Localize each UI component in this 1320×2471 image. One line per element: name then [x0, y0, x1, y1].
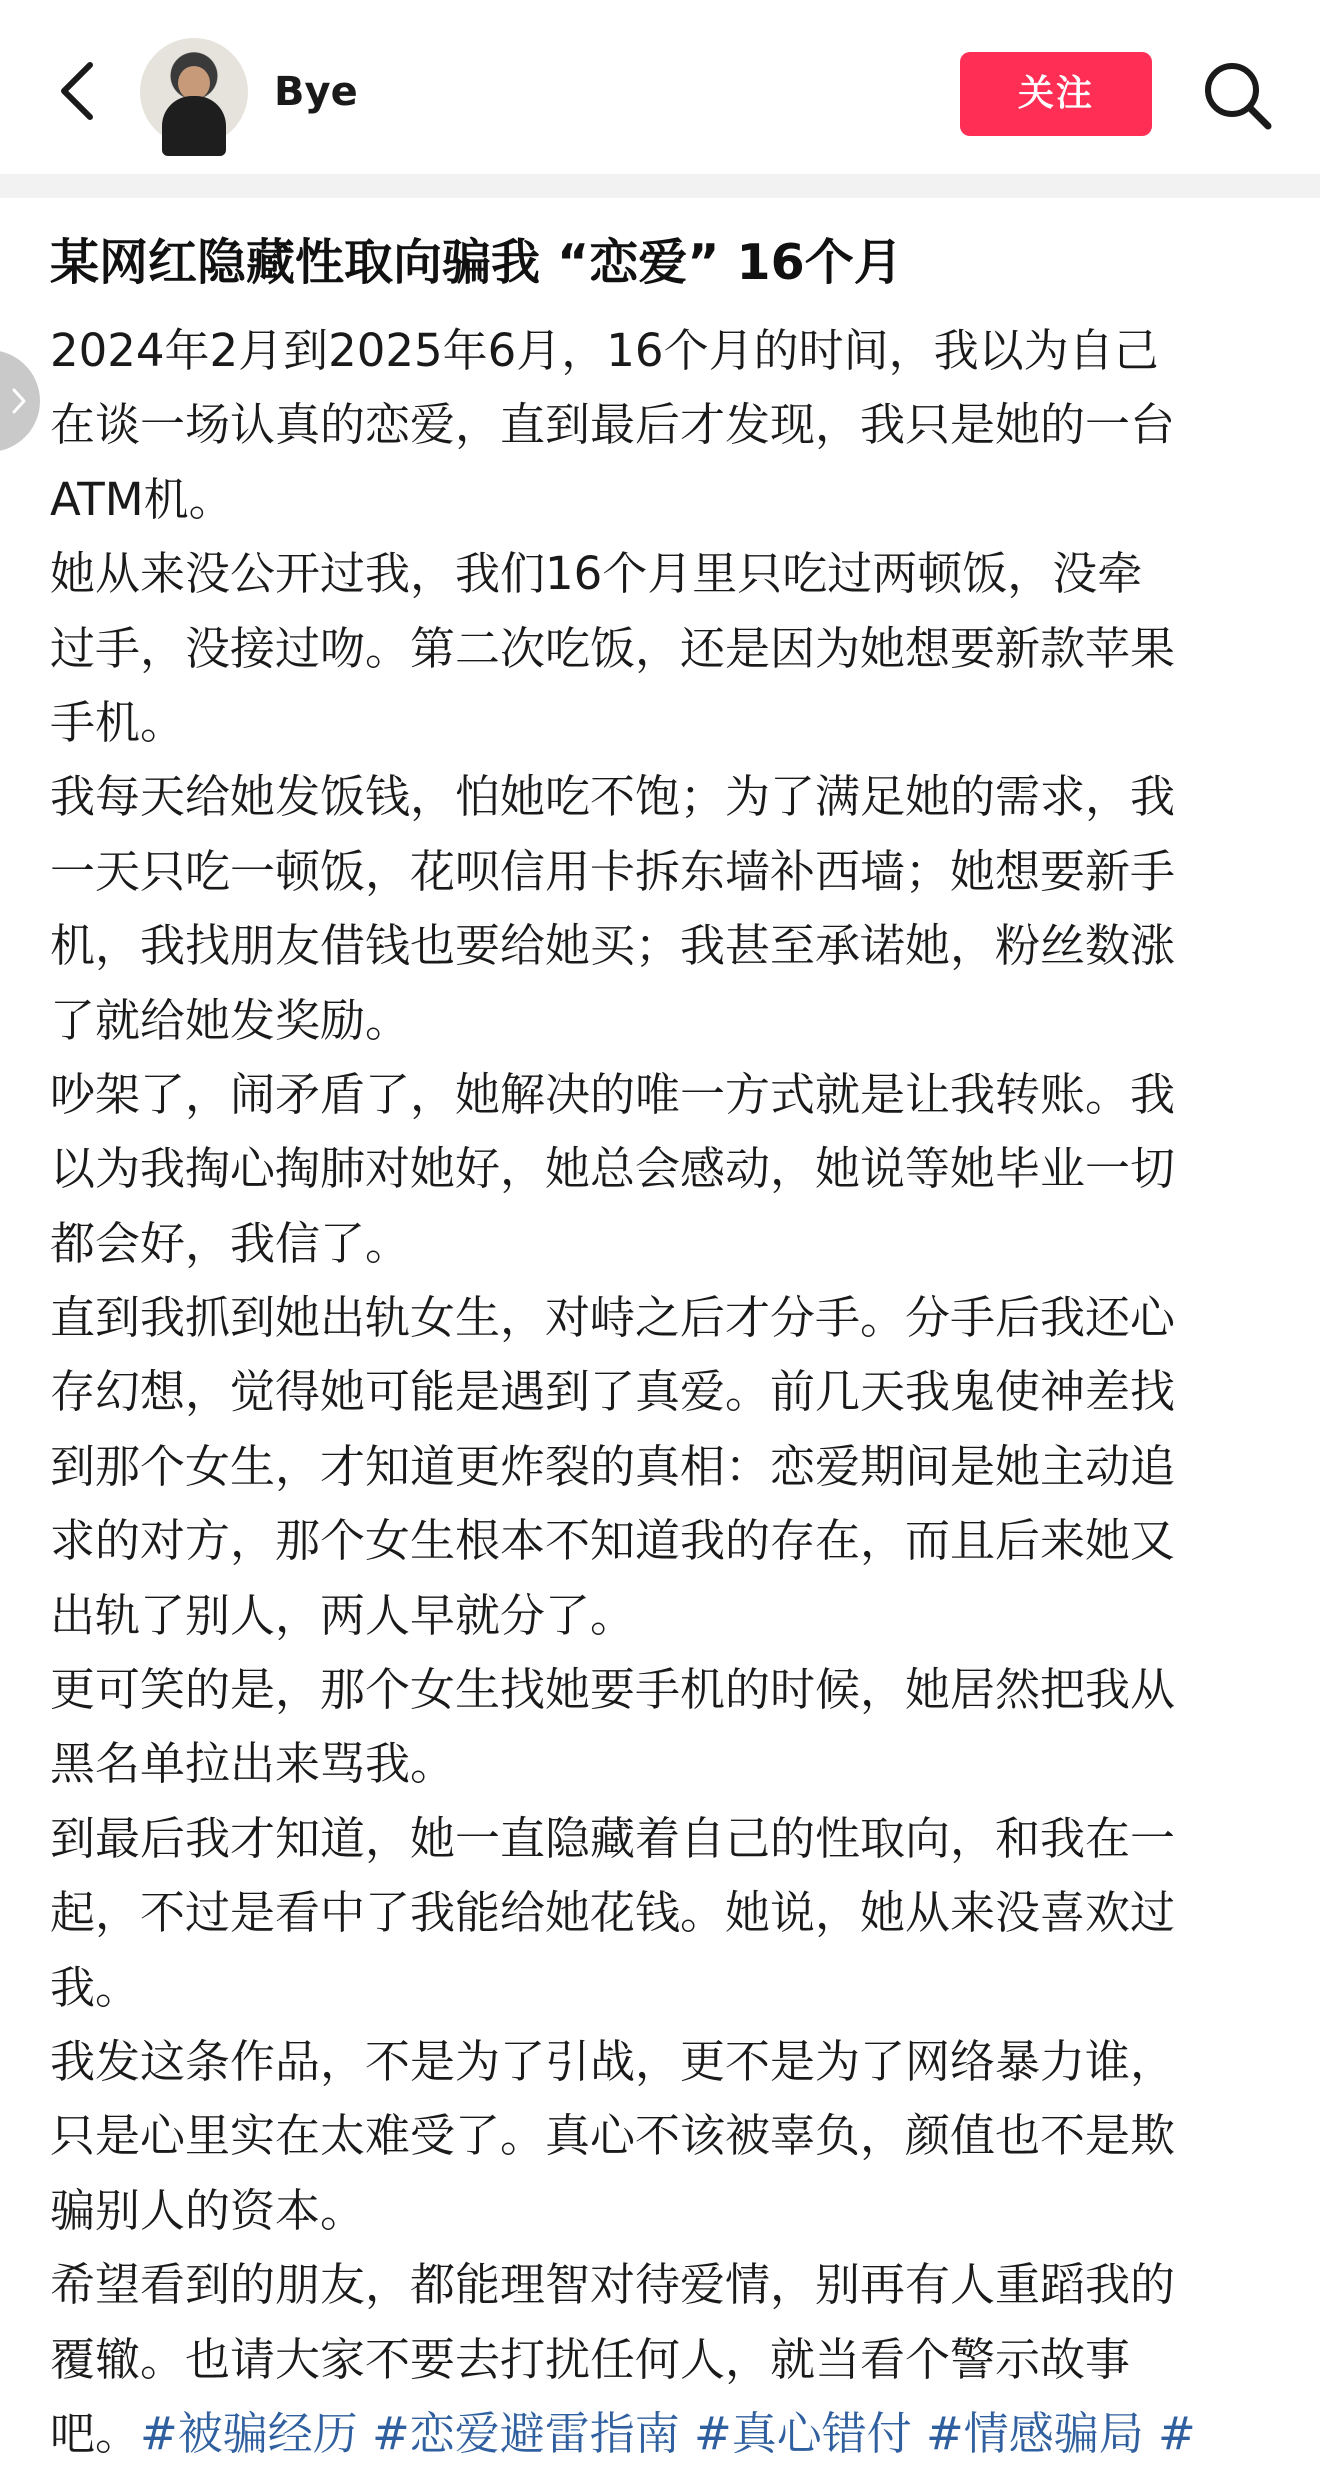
body-line-prefix: 吧。: [50, 2406, 141, 2460]
body-line: 我发这条作品，不是为了引战，更不是为了网络暴力谁，: [50, 2034, 1176, 2088]
body-line: 只是心里实在太难受了。真心不该被辜负，颜值也不是欺: [50, 2109, 1176, 2163]
username[interactable]: Bye: [274, 69, 358, 115]
post-title: 某网红隐藏性取向骗我 “恋爱” 16个月: [50, 234, 903, 291]
body-line: 到最后我才知道，她一直隐藏着自己的性取向，和我在一: [50, 1811, 1176, 1865]
body-line: 她从来没公开过我，我们16个月里只吃过两顿饭，没牵: [50, 547, 1143, 601]
chevron-right-icon: [10, 386, 28, 416]
body-line: 起，不过是看中了我能给她花钱。她说，她从来没喜欢过: [50, 1886, 1176, 1940]
body-line: 以为我掏心掏肺对她好，她总会感动，她说等她毕业一切: [50, 1142, 1176, 1196]
back-button[interactable]: [50, 56, 106, 126]
body-line: 求的对方，那个女生根本不知道我的存在，而且后来她又: [50, 1514, 1176, 1568]
body-line: 覆辙。也请大家不要去打扰任何人，就当看个警示故事: [50, 2332, 1131, 2386]
body-line: 存幻想，觉得她可能是遇到了真爱。前几天我鬼使神差找: [50, 1365, 1176, 1419]
body-line-last: [50, 2397, 1280, 2471]
body-line: 手机。: [50, 695, 186, 749]
body-line: 直到我抓到她出轨女生，对峙之后才分手。分手后我还心: [50, 1291, 1176, 1345]
body-line: 一天只吃一顿饭，花呗信用卡拆东墙补西墙；她想要新手: [50, 844, 1176, 898]
body-line: 更可笑的是，那个女生找她要手机的时候，她居然把我从: [50, 1663, 1176, 1717]
body-line: 过手，没接过吻。第二次吃饭，还是因为她想要新款苹果: [50, 621, 1176, 675]
body-line: 吵架了，闹矛盾了，她解决的唯一方式就是让我转账。我: [50, 1067, 1176, 1121]
search-icon: [1200, 58, 1276, 134]
avatar-face: [178, 66, 210, 100]
body-line: 都会好，我信了。: [50, 1216, 411, 1270]
follow-button[interactable]: 关注: [960, 52, 1152, 136]
avatar-body: [162, 96, 226, 156]
avatar[interactable]: [140, 38, 248, 146]
body-line: 2024年2月到2025年6月，16个月的时间，我以为自己: [50, 324, 1159, 377]
search-button[interactable]: [1200, 58, 1276, 134]
body-line: 骗别人的资本。: [50, 2183, 366, 2237]
body-line: 希望看到的朋友，都能理智对待爱情，别再有人重蹈我的: [50, 2258, 1176, 2312]
body-line: ATM机。: [50, 472, 234, 526]
body-line: 了就给她发奖励。: [50, 993, 411, 1047]
top-bar: [0, 0, 1320, 174]
body-line: 到那个女生，才知道更炸裂的真相：恋爱期间是她主动追: [50, 1439, 1176, 1493]
body-line: 我。: [50, 1960, 141, 2014]
chevron-left-icon: [58, 61, 98, 121]
body-line: 我每天给她发饭钱，怕她吃不饱；为了满足她的需求，我: [50, 770, 1176, 824]
body-line: 机，我找朋友借钱也要给她买；我甚至承诺她，粉丝数涨: [50, 919, 1176, 973]
hashtag-links[interactable]: #被骗经历 #恋爱避雷指南 #真心错付 #情感骗局 #: [140, 2406, 1196, 2460]
post-body: [50, 314, 1280, 2460]
header-divider: [0, 174, 1320, 198]
body-line: 黑名单拉出来骂我。: [50, 1737, 456, 1791]
body-line: 在谈一场认真的恋爱，直到最后才发现，我只是她的一台: [50, 398, 1176, 452]
body-line: 出轨了别人，两人早就分了。: [50, 1588, 636, 1642]
side-drawer-handle[interactable]: [0, 350, 40, 452]
